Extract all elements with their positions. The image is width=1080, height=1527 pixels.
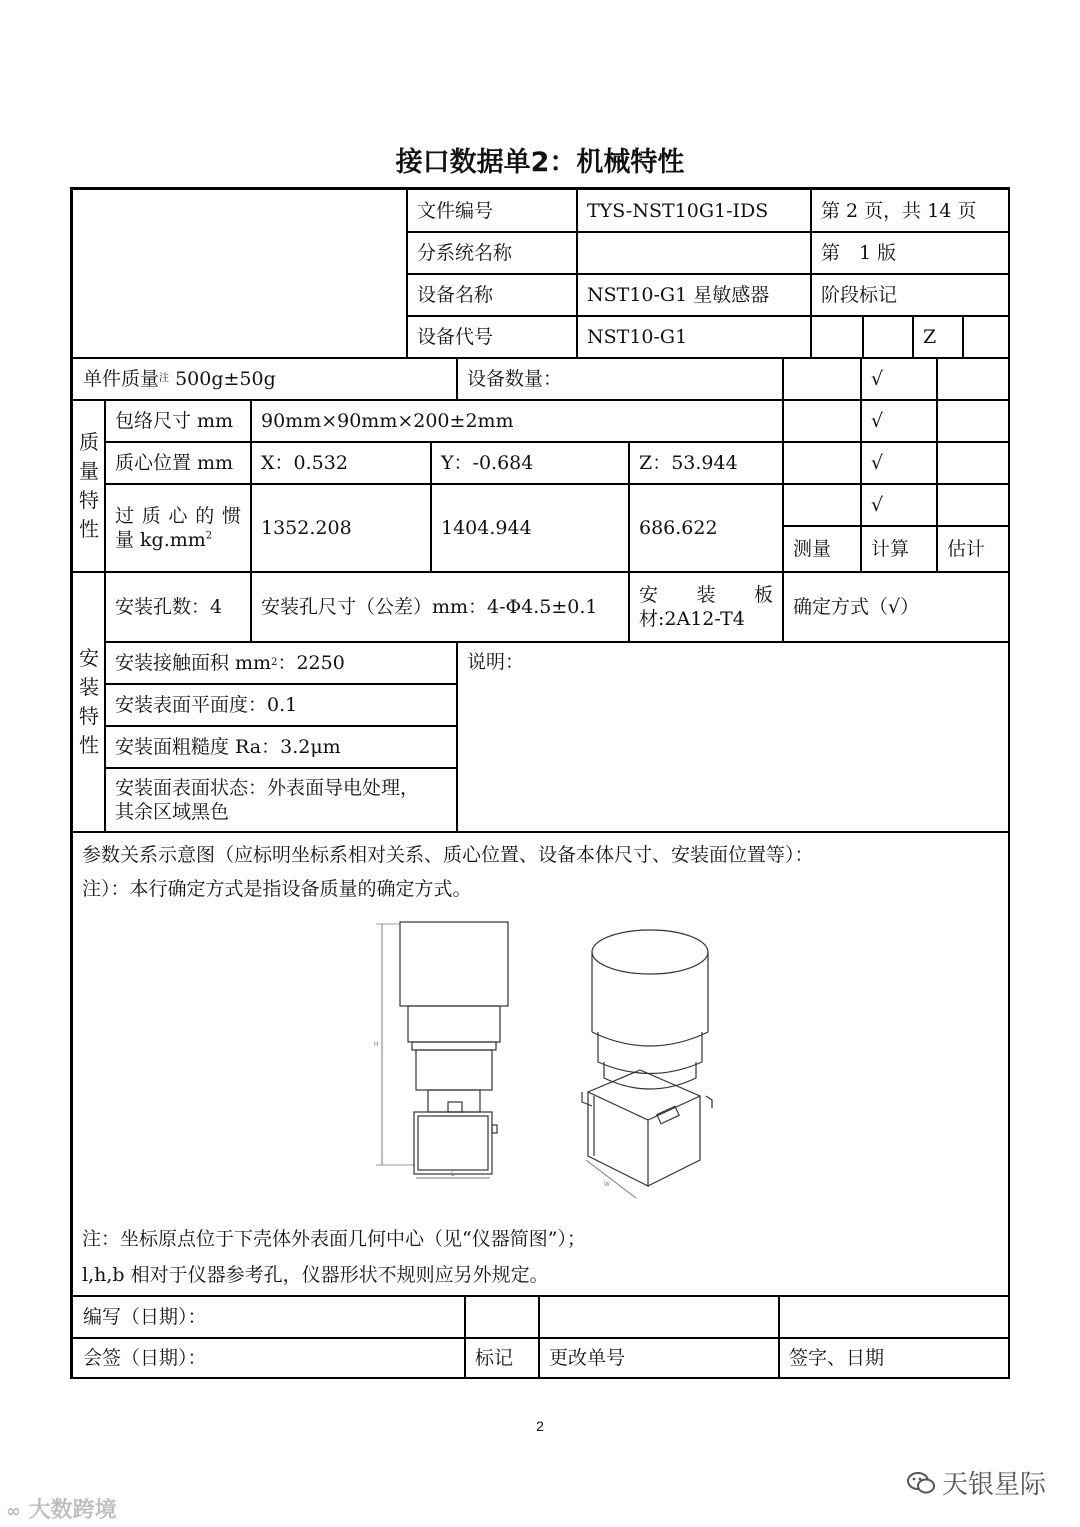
page-title: 接口数据单2：机械特性 (395, 147, 685, 178)
cog-blank-3 (936, 441, 1010, 485)
unit-mass-value: 500g±50g (175, 368, 276, 390)
mass-check: √ (860, 357, 938, 401)
header-blank-cell (72, 189, 408, 359)
watermark-left: ∞ 大数跨境 (6, 1498, 117, 1523)
unit-mass-cell: 单件质量 注 500g±50g (72, 357, 458, 401)
countersign-cell: 会签（日期）： (72, 1337, 466, 1379)
wechat-icon (906, 1470, 936, 1496)
footer-blank-3 (778, 1295, 1010, 1339)
envelope-label: 包络尺寸 mm (104, 399, 252, 443)
change-no-cell: 更改单号 (538, 1337, 780, 1379)
method-measure: 测量 (782, 525, 862, 573)
envelope-blank-1 (782, 399, 862, 443)
page-info: 第 2 页，共 14 页 (810, 189, 1010, 233)
subsystem-value (576, 231, 812, 275)
footer-blank-2 (538, 1295, 780, 1339)
method-calc: 计算 (860, 525, 938, 573)
envelope-value: 90mm×90mm×200±2mm (250, 399, 784, 443)
cog-z: Z：53.944 (628, 441, 784, 485)
stage-cell-4 (962, 315, 1010, 359)
method-estimate: 估计 (936, 525, 1010, 573)
roughness: 安装面粗糙度 Ra：3.2μm (104, 725, 458, 769)
remark-cell (456, 641, 1010, 833)
cog-blank-1 (782, 441, 862, 485)
plate-line2: 材:2A12-T4 (639, 608, 745, 630)
envelope-check: √ (860, 399, 938, 443)
surface-line1: 安装面表面状态：外表面导电处理， (115, 777, 420, 799)
author-cell: 编写（日期）： (72, 1295, 466, 1339)
inertia-label-line1: 过质心的惯 (115, 505, 241, 527)
iso-view (582, 930, 712, 1198)
contact-area-cell: 安装接触面积 mm 2 ：2250 (104, 641, 458, 685)
surface-state-cell (104, 767, 458, 833)
plate-material-cell (628, 571, 784, 643)
contact-area-label: 安装接触面积 mm (115, 652, 272, 674)
cog-y: Y：-0.684 (430, 441, 630, 485)
hole-count: 安装孔数：4 (104, 571, 252, 643)
install-group-label: 安 装 特 性 (72, 571, 106, 833)
diagram-note1: 注）：本行确定方式是指设备质量的确定方式。 (82, 878, 472, 900)
inertia-label-cell (104, 483, 252, 573)
inertia-z: 686.622 (628, 483, 784, 573)
page-number: 2 (536, 1418, 544, 1434)
file-no-value: TYS-NST10G1-IDS (576, 189, 812, 233)
subsystem-label: 分系统名称 (406, 231, 578, 275)
contact-area-value: ：2250 (277, 652, 345, 674)
unit-mass-label: 单件质量 (83, 368, 160, 390)
stage-label: 阶段标记 (810, 273, 1010, 317)
stage-cell-2 (862, 315, 914, 359)
mass-method-blank-1 (782, 357, 862, 401)
plate-line1: 安 装 板 (639, 584, 773, 606)
device-name-value: NST10-G1 星敏感器 (576, 273, 812, 317)
cog-check: √ (860, 441, 938, 485)
device-code-value: NST10-G1 (576, 315, 812, 359)
inertia-blank-1 (782, 483, 862, 527)
hole-size: 安装孔尺寸（公差）mm：4-Φ4.5±0.1 (250, 571, 630, 643)
inertia-x: 1352.208 (250, 483, 432, 573)
inertia-y: 1404.944 (430, 483, 630, 573)
mark-cell: 标记 (464, 1337, 540, 1379)
diagram-caption: 参数关系示意图（应标明坐标系相对关系、质心位置、设备本体尺寸、安装面位置等）： (82, 844, 814, 866)
device-name-label: 设备名称 (406, 273, 578, 317)
inertia-label-line2: 量 kg.mm (115, 529, 206, 551)
inertia-sup: 2 (205, 530, 213, 542)
device-qty: 设备数量： (456, 357, 784, 401)
dim-l-label: L (451, 1171, 455, 1178)
install-method: 确定方式（√） (782, 571, 1010, 643)
dim-h-label: H (374, 1042, 379, 1048)
front-view (376, 922, 508, 1178)
remark-label: 说明： (467, 651, 525, 673)
footer-blank-1 (464, 1295, 540, 1339)
file-no-label: 文件编号 (406, 189, 578, 233)
mass-props-group-label: 质 量 特 性 (72, 399, 106, 573)
watermark-right: 天银星际 (906, 1464, 1046, 1501)
version-info: 第 1 版 (810, 231, 1010, 275)
diagram-note2: 注：坐标原点位于下壳体外表面几何中心（见“仪器简图”）； (82, 1228, 586, 1250)
envelope-blank-3 (936, 399, 1010, 443)
instrument-drawing (360, 910, 730, 1210)
diagram-note3: l,h,b 相对于仪器参考孔，仪器形状不规则应另外规定。 (82, 1264, 549, 1286)
dim-w-label: W (604, 1182, 610, 1188)
sign-date-cell: 签字、日期 (778, 1337, 1010, 1379)
inertia-check: √ (860, 483, 938, 527)
stage-mark: Z (912, 315, 964, 359)
cog-label: 质心位置 mm (104, 441, 252, 485)
surface-line2: 其余区域黑色 (115, 801, 230, 823)
watermark-left-icon: ∞ (6, 1501, 21, 1522)
flatness: 安装表面平面度：0.1 (104, 683, 458, 727)
device-code-label: 设备代号 (406, 315, 578, 359)
mass-method-blank-3 (936, 357, 1010, 401)
inertia-blank-3 (936, 483, 1010, 527)
cog-x: X：0.532 (250, 441, 432, 485)
stage-cell-1 (810, 315, 864, 359)
